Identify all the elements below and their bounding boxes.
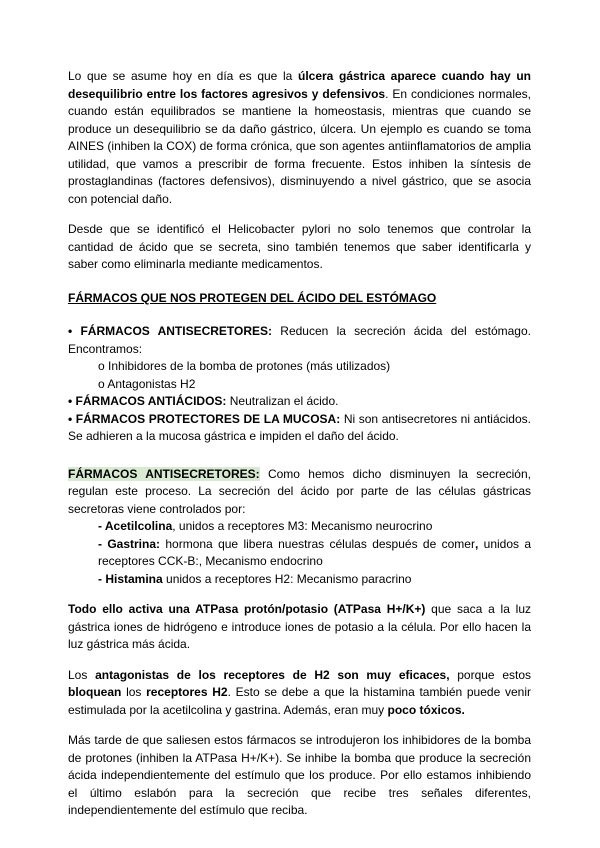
text-run: porque estos (449, 667, 531, 682)
ibp-paragraph (68, 732, 531, 820)
text-run: úlcera gástrica aparece cuando hay un desequilibrio entre los factores agresivos y defensivos (68, 69, 531, 101)
text-run: Lo que se asume hoy en día es que la (68, 69, 298, 83)
text-run: Ni son antisecretores ni antiácidos. Se adhieren a la mucosa gástrica e impiden el daño del ácido. (68, 411, 531, 443)
text-run: , (474, 536, 479, 551)
text-run: - Gastrina: (98, 536, 161, 551)
sub-bullet-ibp (68, 358, 531, 376)
text-run: hormona que libera nuestras células después de comer (160, 536, 475, 551)
text-run: poco tóxicos. (387, 702, 465, 717)
text-run: , unidos a receptores M3: Mecanismo neurocrino (172, 519, 433, 533)
text-run: FÁRMACOS QUE NOS PROTEGEN DEL ÁCIDO DEL ESTÓMAGO (68, 290, 437, 305)
sub-bullet-antagonistas-h2 (68, 376, 531, 394)
text-run: . En condiciones normales, cuando están equilibrados se mantiene la homeostasis, mientras que cuando se produce un desequilibrio se da daño gástrico, úlcera. Un ejemplo es cuando se toma AINES (inhiben la COX) de forma crónica, que son agentes antiinflamatorios de amplia utilidad, que vamos a prescribir de forma frecuente. Estos inhiben la síntesis de prostaglandinas (factores defensivos), disminuyendo a nivel gástrico, que se asocia con potencial daño. (68, 86, 531, 206)
helicobacter-paragraph (68, 221, 531, 274)
text-run: Todo ello activa una ATPasa protón/potasio (ATPasa H+/K+) (68, 602, 426, 616)
text-run: • FÁRMACOS PROTECTORES DE LA MUCOSA: (68, 411, 341, 426)
text-run: Desde que se identificó el Helicobacter pylori no solo tenemos que controlar la cantidad de ácido que se secreta, sino también tenemos que saber identificarla y saber como eliminarla mediante medicamentos. (68, 222, 531, 271)
text-run: unidos a receptores CCK-B:, Mecanismo endocrino (98, 536, 532, 568)
bullet-protectores-mucosa (68, 411, 531, 446)
atpasa-paragraph (68, 601, 531, 654)
text-run: o Antagonistas H2 (98, 376, 196, 391)
dash-histamina (68, 571, 531, 589)
text-run: receptores H2 (146, 685, 228, 699)
text-run: unidos a receptores H2: Mecanismo paracrino (162, 571, 412, 586)
text-run: . Esto se debe a que la histamina también puede venir estimulada por la acetilcolina y gastrina. Además, eran muy (68, 685, 531, 717)
text-run: - Histamina (98, 571, 163, 586)
text-run: FÁRMACOS ANTISECRETORES: (68, 466, 260, 481)
bullet-antiacidos (68, 393, 531, 411)
intro-paragraph (68, 68, 531, 208)
text-run: • FÁRMACOS ANTISECRETORES: (68, 324, 273, 338)
dash-acetilcolina (68, 518, 531, 536)
text-run: Neutralizan el ácido. (226, 394, 339, 408)
dash-gastrina (68, 536, 531, 571)
text-run: • FÁRMACOS ANTIÁCIDOS: (68, 394, 227, 408)
text-run: Como hemos dicho disminuyen la secreción, regulan este proceso. La secreción del ácido por parte de las células gástricas secretoras viene controlados por: (68, 466, 531, 516)
bullet-antisecretores (68, 323, 531, 358)
text-run: Los (68, 667, 96, 682)
antagonistas-h2-paragraph (68, 667, 531, 720)
text-run: - Acetilcolina (98, 519, 173, 533)
section-heading (68, 290, 531, 308)
document-body (68, 68, 531, 820)
text-run: antagonistas de los receptores de H2 son muy eficaces, (95, 667, 450, 682)
text-run: o Inhibidores de la bomba de protones (más utilizados) (98, 359, 391, 373)
text-run: bloquean (68, 685, 122, 699)
text-run: Reducen la secreción ácida del estómago. Encontramos: (68, 324, 531, 356)
text-run: que saca a la luz gástrica iones de hidrógeno e introduce iones de potasio a la célula. Por ello hacen la luz gástrica más ácida. (68, 602, 531, 651)
text-run: los (121, 685, 147, 699)
antisecretores-paragraph (68, 466, 531, 519)
text-run: Más tarde de que saliesen estos fármacos se introdujeron los inhibidores de la bomba de protones (inhiben la ATPasa H+/K+). Se inhibe la bomba que produce la secreción ácida independientemente del estímulo que los produce. Por ello estamos inhibiendo el último eslabón para la secreción que recibe tres señales diferentes, independientemente del estímulo que reciba. (68, 733, 531, 817)
